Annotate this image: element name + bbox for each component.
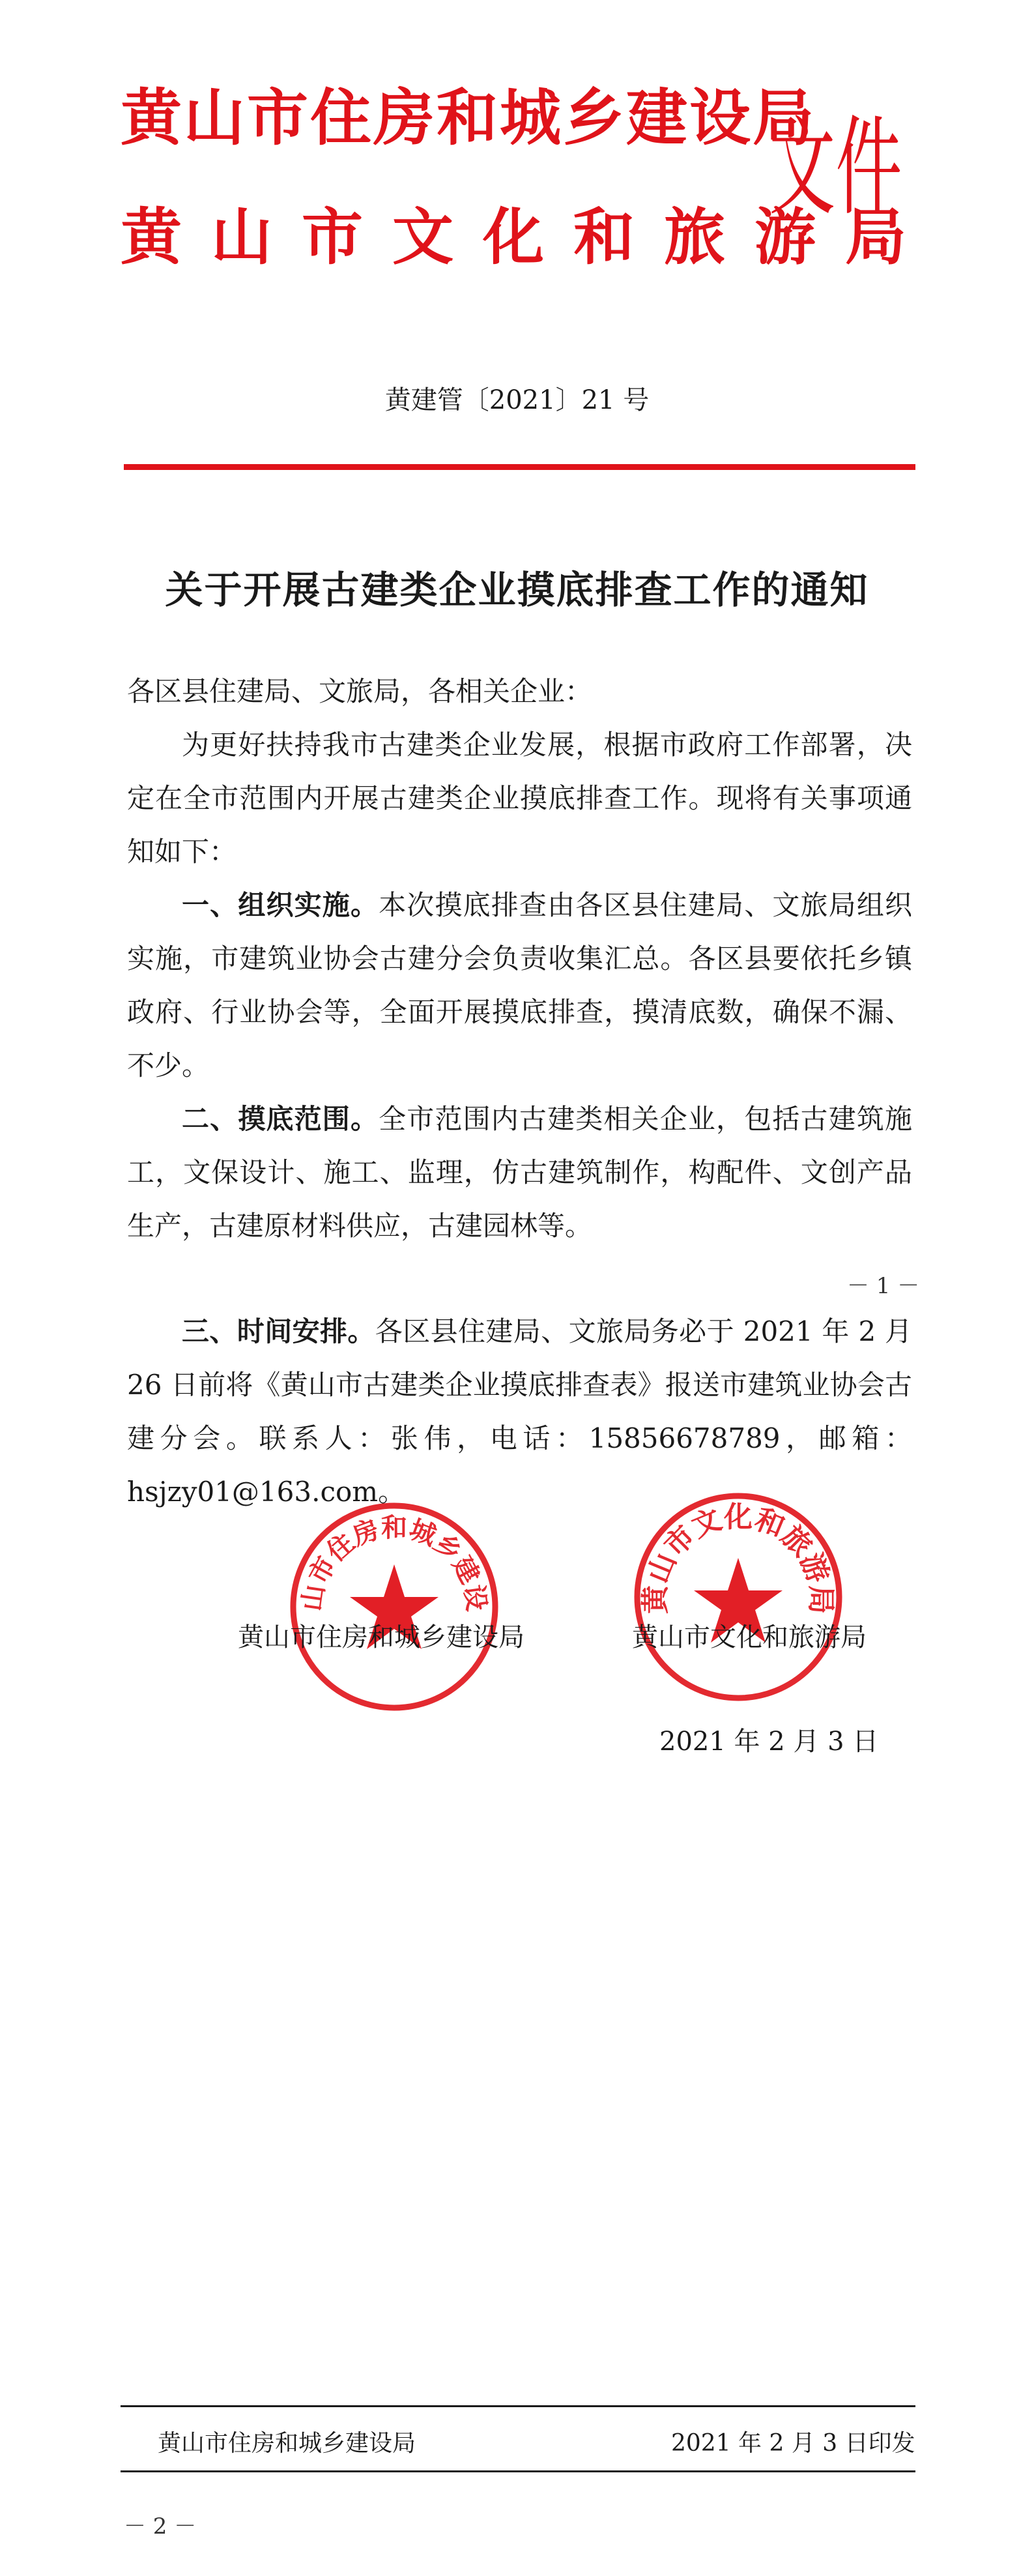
notice-title: 关于开展古建类企业摸底排查工作的通知	[165, 568, 869, 612]
seal-housing-bureau	[287, 1499, 502, 1714]
signature-culture-bureau: 黄山市文化和旅游局	[632, 1622, 867, 1652]
issuer-name-culture: 黄山市文化和旅游局	[121, 202, 936, 273]
footer-issue-date: 2021 年 2 月 3 日印发	[671, 2430, 915, 2457]
salutation-text: 各区县住建局、文旅局，各相关企业：	[127, 675, 593, 707]
intro-text: 为更好扶持我市古建类企业发展，根据市政府工作部署，决定在全市范围内开展古建类企业摸底排查工作。现将有关事项通知如下：	[127, 729, 912, 868]
seal-culture-text: 黄山市文化和旅游局	[639, 1500, 838, 1615]
section-2-heading: 二、摸底范围。	[182, 1103, 379, 1135]
document-number: 黄建管〔2021〕21 号	[384, 385, 650, 415]
seal-housing-text: 山市住房和城乡建设	[296, 1512, 492, 1613]
salutation	[127, 665, 912, 718]
section-2-paragraph	[127, 1092, 912, 1253]
footer-issuer: 黄山市住房和城乡建设局	[158, 2430, 416, 2457]
page-number-2: － 2 －	[124, 2513, 197, 2539]
section-3-heading: 三、时间安排。	[182, 1315, 375, 1347]
section-3-text: 各区县住建局、文旅局务必于 2021 年 2 月 26 日前将《黄山市古建类企业摸底排查表》报送市建筑业协会古建分会。联系人：张伟，电话：15856678789，邮箱：hsjzy01@163.com。	[127, 1315, 912, 1508]
seal-culture-bureau	[631, 1489, 846, 1705]
document-mark: 文件	[769, 105, 902, 230]
section-1-heading: 一、组织实施。	[182, 889, 379, 921]
red-divider	[124, 464, 915, 470]
section-1-text: 本次摸底排查由各区县住建局、文旅局组织实施，市建筑业协会古建分会负责收集汇总。各区县要依托乡镇政府、行业协会等，全面开展摸底排查，摸清底数，确保不漏、不少。	[127, 889, 912, 1081]
page-number-1: － 1 －	[847, 1273, 920, 1299]
section-2-text: 全市范围内古建类相关企业，包括古建筑施工，文保设计、施工、监理，仿古建筑制作，构配件、文创产品生产，古建原材料供应，古建园林等。	[127, 1103, 912, 1242]
footer-top-rule	[121, 2405, 915, 2407]
section-1-paragraph	[127, 879, 912, 1092]
section-3-paragraph	[127, 1305, 912, 1519]
footer-bottom-rule	[121, 2470, 915, 2472]
signature-date: 2021 年 2 月 3 日	[659, 1727, 879, 1757]
intro-paragraph	[127, 718, 912, 879]
signature-housing-bureau: 黄山市住房和城乡建设局	[238, 1622, 524, 1652]
issuer-name-housing: 黄山市住房和城乡建设局	[121, 83, 816, 154]
